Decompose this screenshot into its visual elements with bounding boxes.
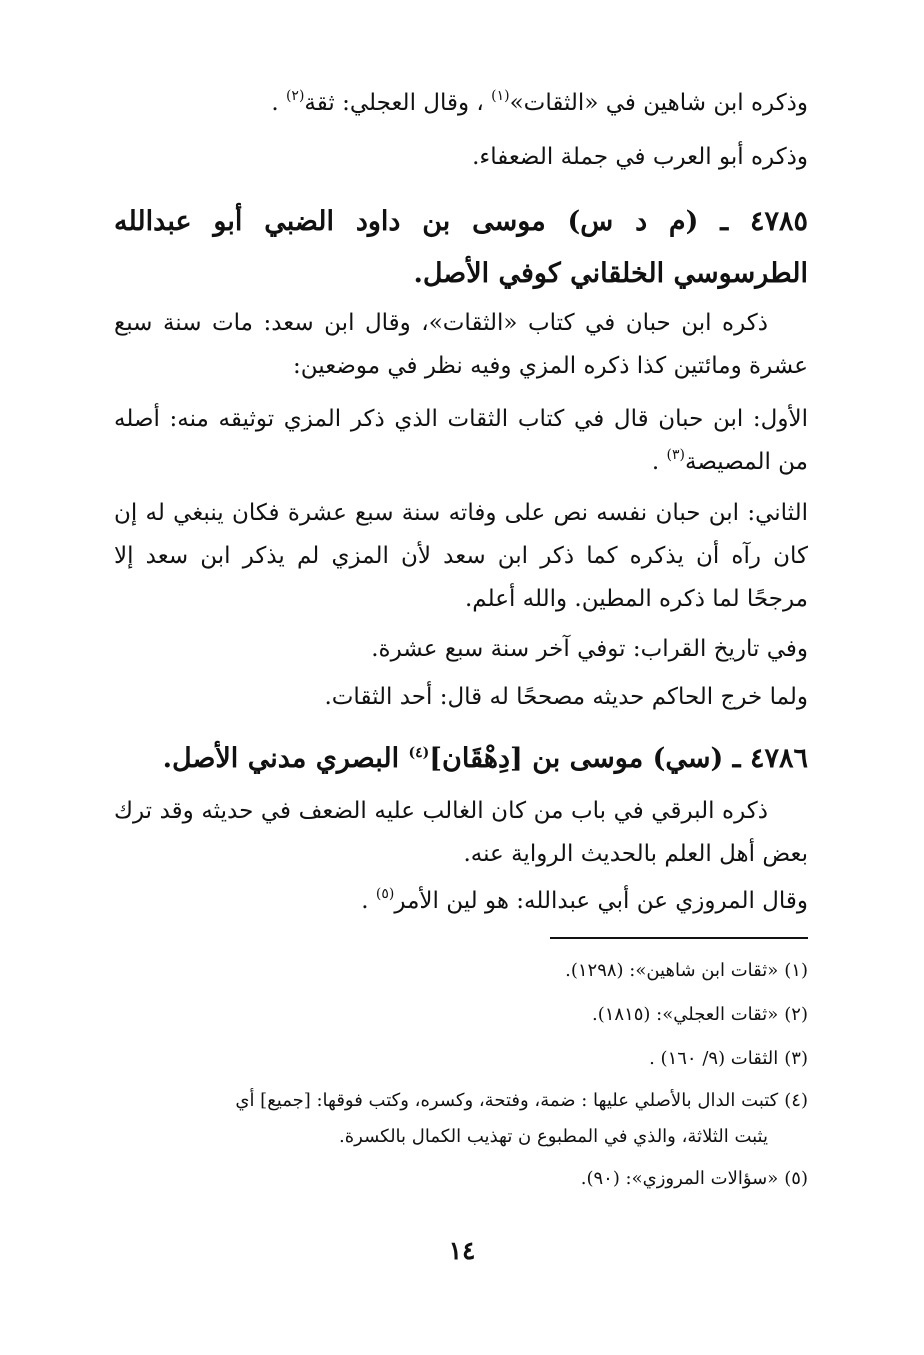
paragraph-hakim: ولما خرج الحاكم حديثه مصححًا له قال: أحد الثقات. [324, 684, 808, 710]
footnote-ref-5[interactable]: (٥) [375, 886, 395, 902]
paragraph-qarrab: وفي تاريخ القراب: توفي آخر سنة سبع عشرة. [371, 636, 808, 662]
footnote-separator [550, 937, 808, 939]
paragraph-ibn-shahin: وذكره ابن شاهين في «الثقات»$^{(١)}$ ، وقال العجلي: ثقة$^{(٢)}$ . [271, 88, 808, 116]
footnote-ref-2[interactable]: (٢) [285, 88, 305, 104]
footnote-ref-3[interactable]: (٣) [666, 447, 685, 463]
paragraph-marwazi: وقال المروزي عن أبي عبدالله: هو لين الأمر$^{(٥)}$ . [361, 886, 808, 914]
footnote-5: (٥)«سؤالات المروزي»: (٩٠). [580, 1168, 808, 1189]
paragraph-second-point: الثاني: ابن حبان نفسه نص على وفاته سنة سبع عشرة فكان ينبغي له إن كان رآه أن يذكره كما ذكر ابن سعد لأن المزي لم يذكر ابن سعد إلا مرجحًا لما ذكره المطين. والله أعلم. [114, 500, 808, 612]
footnote-4-continuation: يثبت الثلاثة، والذي في المطبوع ن تهذيب الكمال بالكسرة. [338, 1126, 768, 1147]
paragraph-ibn-hibban: ذكره ابن حبان في كتاب «الثقات»، وقال ابن سعد: مات سنة سبع عشرة ومائتين كذا ذكره المزي وفيه نظر في موضعين: [114, 310, 808, 379]
entry-heading-4786: ٤٧٨٦ ـ (سي) موسى بن [دِهْقَان]$^{(٤)}$ البصري مدني الأصل. [162, 743, 808, 774]
paragraph-barqi: ذكره البرقي في باب من كان الغالب عليه الضعف في حديثه وقد ترك بعض أهل العلم بالحديث الرواية عنه. [114, 798, 808, 867]
paragraph-first-point: الأول: ابن حبان قال في كتاب الثقات الذي ذكر المزي توثيقه منه: أصله من المصيصة$^{(٣)}$ . [114, 406, 808, 475]
footnote-2: (٢)«ثقات العجلي»: (١٨١٥). [591, 1004, 808, 1025]
page-number: ١٤ [448, 1236, 476, 1265]
entry-heading-4785: ٤٧٨٥ ـ (م د س) موسى بن داود الضبي أبو عبدالله الطرسوسي الخلقاني كوفي الأصل. [114, 206, 808, 289]
paragraph-abu-al-arab: وذكره أبو العرب في جملة الضعفاء. [472, 144, 808, 170]
footnote-ref-1[interactable]: (١) [491, 88, 510, 104]
footnote-3: (٣)الثقات (٩/ ١٦٠) . [649, 1048, 808, 1069]
footnote-ref-4[interactable]: (٤) [408, 745, 430, 761]
footnote-1: (١)«ثقات ابن شاهين»: (١٢٩٨). [565, 960, 808, 981]
footnote-4: (٤)كتبت الدال بالأصلي عليها : ضمة، وفتحة، وكسره، وكتب فوقها: [جميع] أي [235, 1090, 808, 1111]
